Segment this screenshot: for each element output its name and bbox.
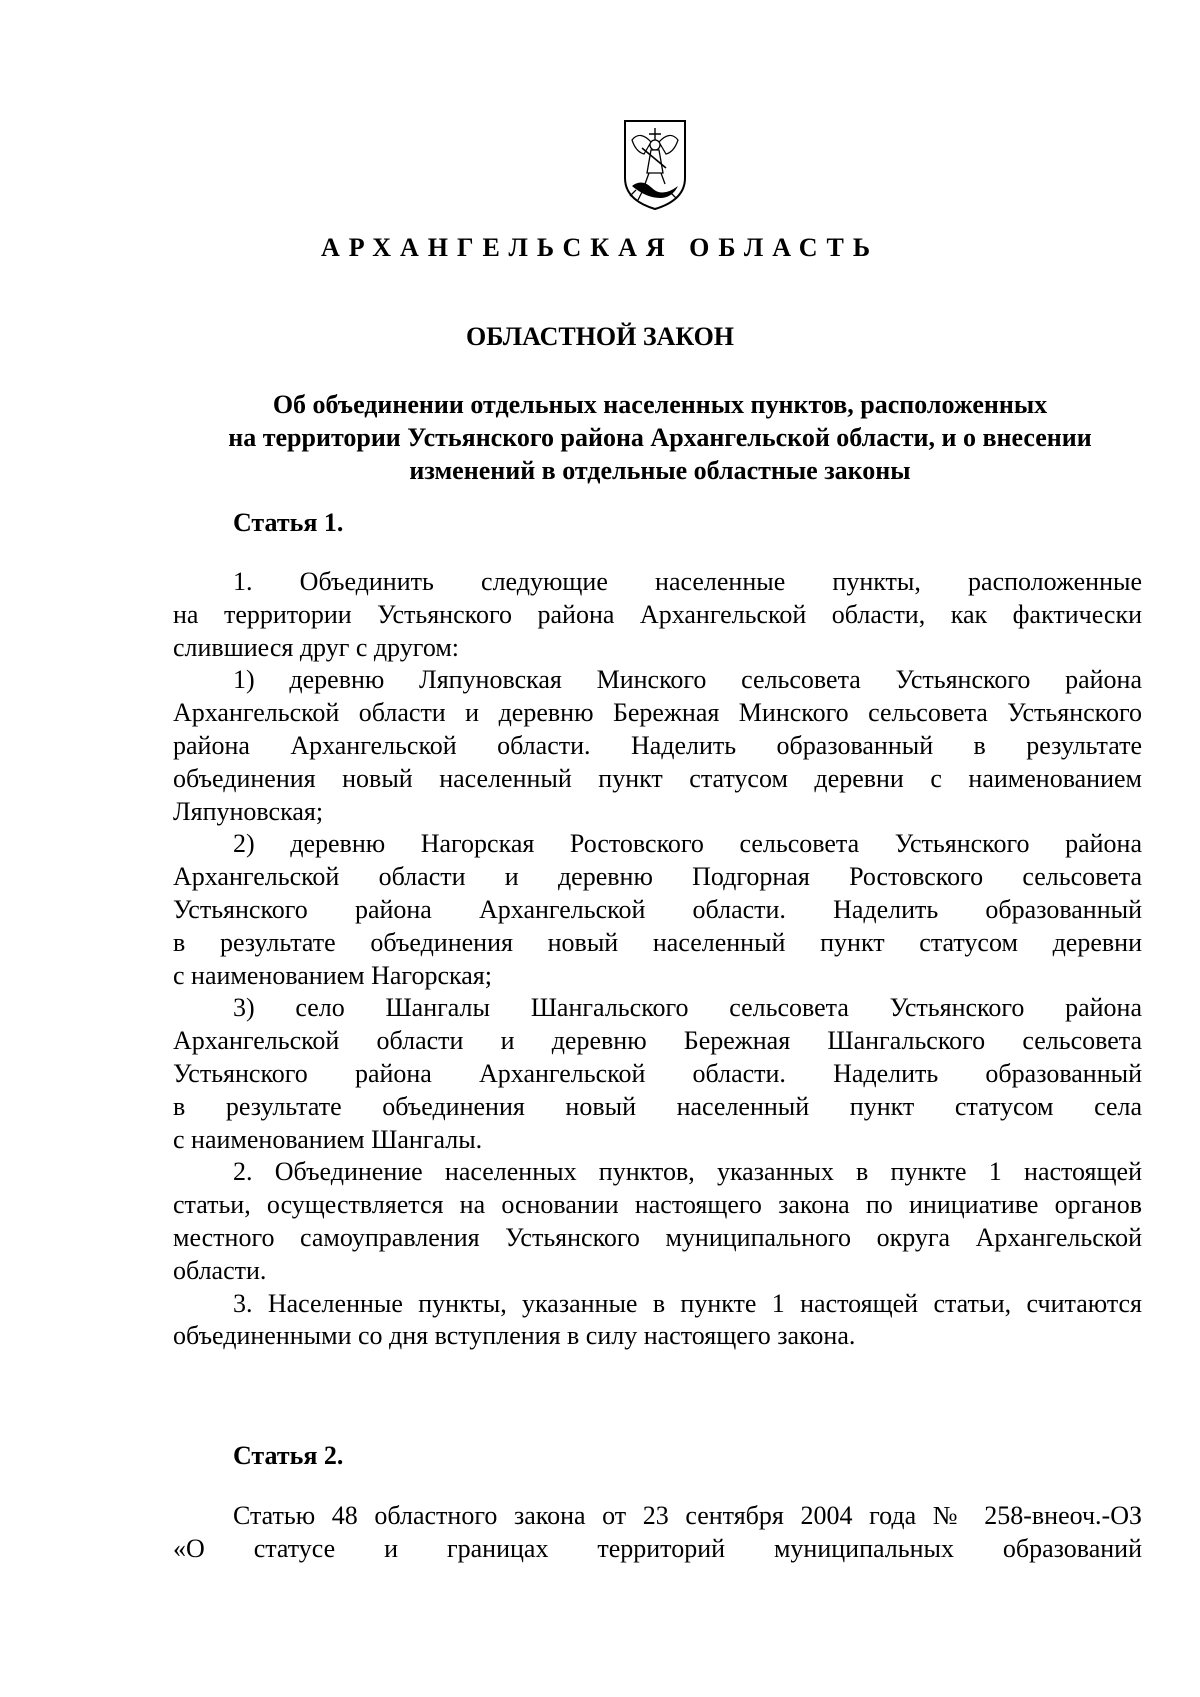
- text-line: 1) деревню Ляпуновская Минского сельсовета Устьянского района: [233, 665, 1142, 695]
- text-line: местного самоуправления Устьянского муниципального округа Архангельской: [173, 1222, 1142, 1252]
- article-2-body: [173, 1500, 1142, 1566]
- text-line: Архангельской области и деревню Подгорная Ростовского сельсовета: [173, 862, 1142, 892]
- text-line: Ляпуновская;: [173, 796, 324, 826]
- text-line: с наименованием Нагорская;: [173, 960, 492, 990]
- coat-of-arms-icon: [620, 118, 690, 212]
- text-line: на территории Устьянского района Архангельской области, как фактически: [173, 599, 1142, 629]
- region-name: АРХАНГЕЛЬСКАЯ ОБЛАСТЬ: [320, 233, 880, 262]
- text-line: 3. Населенные пункты, указанные в пункте 1 настоящей статьи, считаются: [233, 1288, 1142, 1318]
- text-line: 2. Объединение населенных пунктов, указанных в пункте 1 настоящей: [233, 1157, 1142, 1187]
- document-title: [150, 388, 1170, 487]
- text-line: с наименованием Шангалы.: [173, 1124, 483, 1154]
- article-2-heading: Статья 2.: [233, 1441, 344, 1470]
- text-line: Устьянского района Архангельской области. Наделить образованный: [173, 894, 1142, 924]
- text-line: 1. Объединить следующие населенные пункты, расположенные: [233, 567, 1142, 596]
- text-line: Статью 48 областного закона от 23 сентября 2004 года № 258-внеоч.-ОЗ: [233, 1501, 1142, 1530]
- text-line: в результате объединения новый населенный пункт статусом деревни: [173, 927, 1142, 957]
- text-line: 3) село Шангалы Шангальского сельсовета Устьянского района: [233, 993, 1142, 1023]
- text-line: 2) деревню Нагорская Ростовского сельсовета Устьянского района: [233, 829, 1142, 859]
- text-line: Архангельской области и деревню Бережная Минского сельсовета Устьянского: [173, 698, 1142, 728]
- text-line: области.: [173, 1255, 267, 1285]
- title-line: изменений в отдельные областные законы: [409, 456, 911, 485]
- article-1-heading: Статья 1.: [233, 508, 344, 537]
- text-line: объединенными со дня вступления в силу настоящего закона.: [173, 1321, 856, 1351]
- title-line: на территории Устьянского района Архангельской области, и о внесении: [228, 423, 1092, 452]
- title-line: Об объединении отдельных населенных пунктов, расположенных: [272, 390, 1048, 419]
- text-line: «О статусе и границах территорий муниципальных образований: [173, 1533, 1142, 1563]
- document-kind: ОБЛАСТНОЙ ЗАКОН: [465, 322, 735, 351]
- article-1-body: [173, 566, 1142, 1353]
- text-line: слившиеся друг с другом:: [173, 632, 459, 662]
- text-line: Устьянского района Архангельской области. Наделить образованный: [173, 1058, 1142, 1088]
- text-line: района Архангельской области. Наделить образованный в результате: [173, 730, 1142, 760]
- text-line: в результате объединения новый населенный пункт статусом села: [173, 1091, 1142, 1121]
- text-line: объединения новый населенный пункт статусом деревни с наименованием: [173, 763, 1142, 793]
- text-line: статьи, осуществляется на основании настоящего закона по инициативе органов: [173, 1190, 1142, 1220]
- text-line: Архангельской области и деревню Бережная Шангальского сельсовета: [173, 1026, 1142, 1056]
